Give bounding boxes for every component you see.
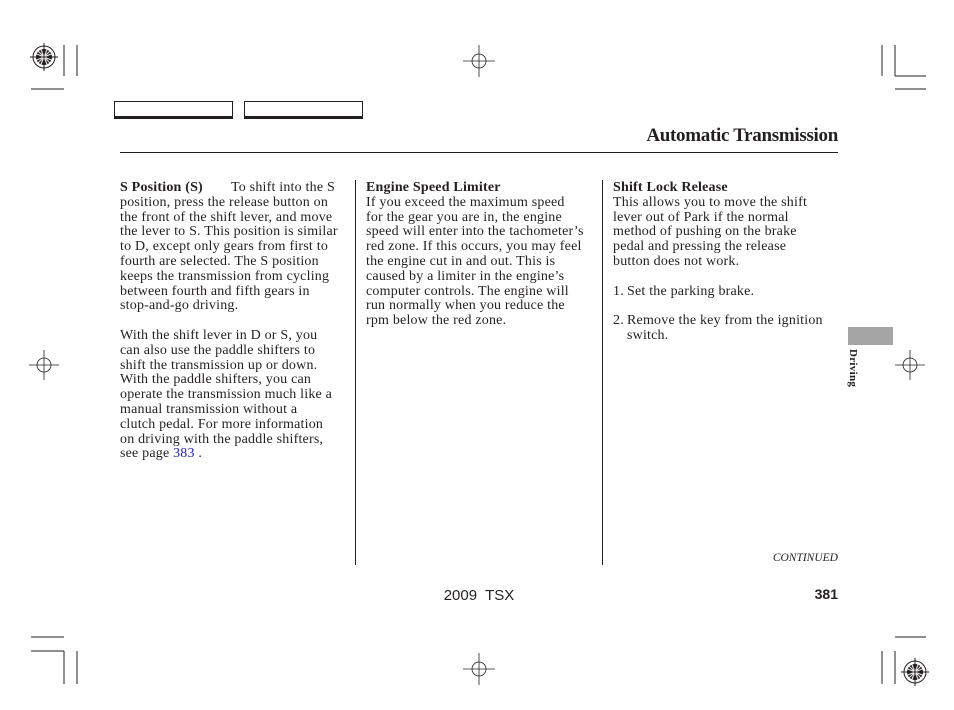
text-line-content: . [198, 446, 203, 462]
text-line: between fourth and fifth gears in [120, 283, 310, 299]
step-text: switch. [627, 327, 669, 343]
column-shift-lock-release [613, 181, 841, 344]
text-line: With the shift lever in D or S, you [120, 327, 318, 343]
text-line: caused by a limiter in the engine’s [366, 268, 565, 284]
text-line [120, 181, 348, 196]
crosshair-mark-icon [463, 45, 495, 77]
heading-s-position: S Position (S) [120, 180, 203, 195]
text-line: With the paddle shifters, you can [120, 372, 312, 388]
step-number: 2. [613, 313, 624, 329]
text-line: fourth are selected. The S position [120, 253, 319, 269]
header-tab-box [114, 101, 233, 119]
step-text: Remove the key from the ignition [627, 313, 823, 329]
step-item [613, 314, 841, 329]
text-line: the front of the shift lever, and move [120, 209, 333, 225]
column-engine-speed-limiter [366, 181, 594, 329]
step-number: 1. [613, 283, 624, 299]
text-line: method of pushing on the brake [613, 224, 797, 240]
text-line: speed will enter into the tachometer’s [366, 224, 584, 240]
text-line: If you exceed the maximum speed [366, 194, 565, 210]
text-line [120, 447, 348, 462]
text-line: can also use the paddle shifters to [120, 342, 316, 358]
text-line: button does not work. [613, 253, 740, 269]
text-line: operate the transmission much like a [120, 387, 333, 403]
text-line: This allows you to move the shift [613, 194, 808, 210]
text-line: rpm below the red zone. [366, 313, 507, 329]
model-footer: 2009 TSX [443, 587, 515, 604]
text-line: run normally when you reduce the [366, 298, 565, 314]
text-line: stop-and-go driving. [120, 298, 239, 314]
section-thumb-tab [848, 327, 893, 345]
page-title: Automatic Transmission [646, 125, 838, 146]
page-number: 381 [814, 586, 838, 602]
text-line: the engine cut in and out. This is [366, 253, 556, 269]
text-line: to D, except only gears from first to [120, 239, 329, 255]
text-line: the lever to S. This position is similar [120, 224, 338, 240]
registration-target-icon [30, 43, 58, 71]
page-reference-link[interactable]: 383 [173, 446, 195, 462]
text-line: clutch pedal. For more information [120, 416, 324, 432]
section-thumb-label: Driving [847, 349, 859, 388]
crosshair-mark-icon [463, 653, 495, 685]
header-tab-box [244, 101, 363, 119]
text-line: on driving with the paddle shifters, [120, 431, 324, 447]
text-line: red zone. If this occurs, you may feel [366, 239, 582, 255]
column-divider [355, 180, 356, 565]
crosshair-mark-icon [29, 350, 59, 380]
text-line: computer controls. The engine will [366, 283, 569, 299]
continued-label: CONTINUED [772, 552, 838, 564]
text-line: for the gear you are in, the engine [366, 209, 562, 225]
title-rule [120, 152, 838, 153]
text-line: pedal and pressing the release [613, 239, 787, 255]
step-text: Set the parking brake. [627, 283, 755, 299]
text-line: position, press the release button on [120, 194, 329, 210]
text-line-content: To shift into the S [231, 180, 335, 195]
text-line: keeps the transmission from cycling [120, 268, 330, 284]
text-line: shift the transmission up or down. [120, 357, 318, 373]
column-divider [602, 180, 603, 565]
column-s-position [120, 181, 348, 462]
text-line-content: see page [120, 446, 170, 462]
crosshair-mark-icon [895, 350, 925, 380]
text-line: manual transmission without a [120, 401, 298, 417]
heading-shift-lock-release: Shift Lock Release [613, 180, 728, 195]
text-line: lever out of Park if the normal [613, 209, 789, 225]
heading-engine-speed-limiter: Engine Speed Limiter [366, 180, 501, 195]
registration-target-icon [901, 658, 929, 686]
step-item [613, 285, 841, 300]
